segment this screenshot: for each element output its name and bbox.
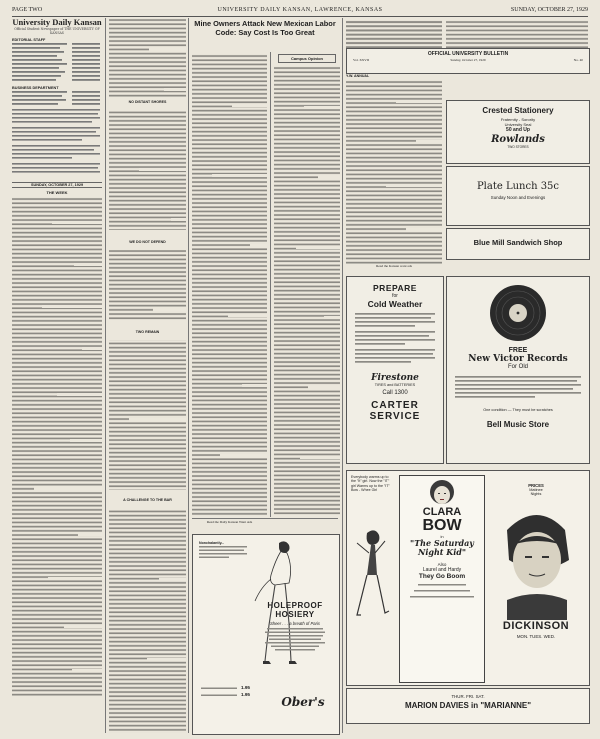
prepare-line-1: PREPARE: [373, 283, 417, 293]
business-dept-heading: BUSINESS DEPARTMENT: [12, 86, 59, 90]
challenge-heading: A CHALLENGE TO THE BAR: [123, 498, 172, 502]
official-bulletin-box: [346, 48, 590, 74]
firestone-sub: TIRES and BATTERIES: [374, 383, 416, 387]
price-label-text: [201, 686, 239, 691]
column-2-body: [109, 18, 186, 733]
crested-line-1: Fraternity - Sorority: [500, 117, 536, 122]
carter-name: CARTER: [371, 400, 419, 411]
dickinson-theater-ad: [346, 470, 590, 686]
one-condition: One condition — They must be scratches: [483, 408, 553, 412]
hosiery-intro-block: [199, 541, 249, 559]
prepare-line-2: for: [392, 293, 398, 299]
it-girl-note: Everybody warms up to the "It" girl. Now the "IT" girl Warms up to the "IT" Bow - Whee Girl: [351, 475, 390, 493]
free-label: FREE: [508, 347, 528, 354]
page-number: PAGE TWO: [12, 7, 43, 13]
crested-title: Crested Stationery: [482, 106, 554, 115]
business-listing: [12, 90, 102, 180]
hosiery-prices: [201, 685, 261, 699]
bulletin-title: OFFICIAL UNIVERSITY BULLETIN: [427, 51, 509, 57]
bulletin-volume: Vol. XXVII: [353, 58, 369, 62]
holeproof-brand: HOLEPROOF: [267, 601, 323, 610]
paper-name: UNIVERSITY DAILY KANSAN, LAWRENCE, KANSAS: [217, 7, 383, 13]
actor-portrait-illustration: [487, 500, 585, 620]
two-remain-heading: TWO REMAIN: [135, 330, 160, 334]
clara-bow-portrait: [400, 476, 484, 506]
feature-film-title: "The Saturday Night Kid": [410, 538, 474, 557]
hosiery-brand-block: [253, 601, 337, 656]
hosiery-body-text: [253, 626, 337, 656]
theater-panel: [487, 475, 585, 681]
news-column-4: [274, 66, 340, 516]
column-rule: [105, 18, 106, 733]
crested-line-2: University Seal: [504, 122, 532, 127]
no-distant-shores-heading: NO DISTANT SHORES: [128, 100, 167, 104]
campus-opinion-heading: Campus Opinion: [278, 54, 336, 63]
prepare-body-text: [347, 311, 443, 373]
blue-mill-ad: [446, 228, 590, 260]
firestone-logo: Firestone: [371, 373, 419, 383]
victor-record-illustration: [447, 277, 589, 347]
editorial-column-2: [109, 18, 186, 733]
column-rule: [270, 52, 271, 517]
column-rule: [342, 18, 343, 733]
masthead-title: University Daily Kansan: [12, 18, 102, 27]
coming-attraction-bar: [346, 688, 590, 724]
bulletin-meta: [353, 58, 583, 64]
price-label-text: [201, 693, 239, 698]
also-label: Also: [437, 562, 447, 567]
bulletin-notice-label: Y.W. ANNUAL: [346, 74, 370, 78]
news-column-6-top: [346, 20, 588, 48]
feature-panel-text: [400, 582, 484, 604]
short-title: They Go Boom: [418, 573, 466, 580]
column-6-top-body: [346, 20, 588, 48]
main-headline: Mine Owners Attack New Mexican Labor Code: Say Cost Is Too Great: [194, 19, 336, 37]
running-header: [12, 7, 588, 17]
hosiery-price-row: [201, 692, 261, 699]
plate-lunch-ad: [446, 166, 590, 226]
hosiery-price-row: [201, 685, 261, 692]
rowlands-logo: Rowlands: [491, 134, 545, 145]
bulletin-date: Sunday, October 27, 1929: [450, 58, 486, 62]
victor-body-text: [447, 374, 589, 408]
hosiery-intro: Nonchalantly...: [199, 541, 225, 545]
editorial-staff-heading: EDITORIAL STAFF: [12, 38, 46, 42]
staff-listing: [12, 42, 102, 86]
star-last-name: BOW: [422, 517, 462, 534]
service-name: SERVICE: [369, 411, 421, 422]
bulletin-notices-text: [346, 80, 442, 264]
read-want-ads: Read the Daily Kansan Want Ads: [206, 520, 253, 524]
call-number: Call 1300: [382, 390, 408, 396]
editorial-body-text: [12, 197, 102, 697]
coming-days: THUR. FRI. SAT.: [451, 694, 485, 699]
prices-label: PRICES: [528, 483, 544, 488]
plate-lunch-title: Plate Lunch 35c: [476, 181, 560, 192]
campus-opinion-block: [274, 54, 340, 63]
theater-name: DICKINSON: [502, 620, 570, 632]
the-week-heading: THE WEEK: [46, 190, 68, 195]
masthead-subtitle: Official Student Newspaper of THE UNIVERSITY OF KANSAS: [14, 27, 100, 35]
bulletin-footer: Read the Kansan want ads: [376, 264, 412, 268]
hosiery-tagline: Sheer . . . a breath of Paris: [269, 621, 321, 626]
column-4-body: [274, 66, 340, 516]
editorial-dateline: SUNDAY, OCTOBER 27, 1929: [12, 182, 102, 188]
in-label: in: [440, 534, 444, 539]
column-rule: [188, 18, 189, 733]
plate-lunch-sub: Sunday Noon and Evenings: [490, 195, 546, 200]
showing-days: MON. TUES. WED.: [516, 634, 556, 639]
hosiery-product: HOSIERY: [275, 610, 315, 619]
bulletin-number: No. 40: [573, 58, 583, 62]
obers-logo: Ober's: [281, 695, 325, 709]
bell-music-store: Bell Music Store: [486, 420, 550, 429]
victor-records-ad: [446, 276, 590, 464]
crested-line-3: 50 and Up: [506, 127, 530, 133]
prepare-line-3: Cold Weather: [367, 299, 423, 309]
we-do-not-defend-heading: WE DO NOT DEFEND: [129, 240, 166, 244]
news-column-3: [192, 54, 267, 516]
holeproof-hosiery-ad: [192, 534, 340, 735]
hosiery-price-1: 1.95: [241, 685, 250, 690]
headline-block: [192, 20, 338, 50]
matinee-label: Matinee: [529, 488, 543, 492]
new-victor-records: New Victor Records: [468, 354, 568, 364]
rowlands-sub: TWO STORES: [507, 145, 529, 149]
masthead-column: [12, 18, 102, 733]
column-rule: [192, 518, 338, 519]
crested-stationery-ad: [446, 100, 590, 164]
for-old-label: For Old: [507, 364, 528, 370]
issue-date: SUNDAY, OCTOBER 27, 1929: [510, 7, 588, 13]
nights-label: Nights: [530, 492, 542, 496]
blue-mill-title: Blue Mill Sandwich Shop: [473, 238, 563, 247]
hosiery-price-2: 1.95: [241, 692, 250, 697]
column-3-body: [192, 54, 267, 516]
dancer-illustration: [347, 523, 395, 673]
bulletin-notices-body: [346, 80, 442, 264]
hosiery-intro-text: [199, 545, 249, 559]
star-first-name: CLARA: [422, 506, 462, 518]
feature-panel: [399, 475, 485, 683]
coming-film: MARION DAVIES in "MARIANNE": [404, 701, 532, 710]
comedy-stars: Laurel and Hardy: [422, 567, 462, 573]
carter-service-ad: [346, 276, 444, 464]
